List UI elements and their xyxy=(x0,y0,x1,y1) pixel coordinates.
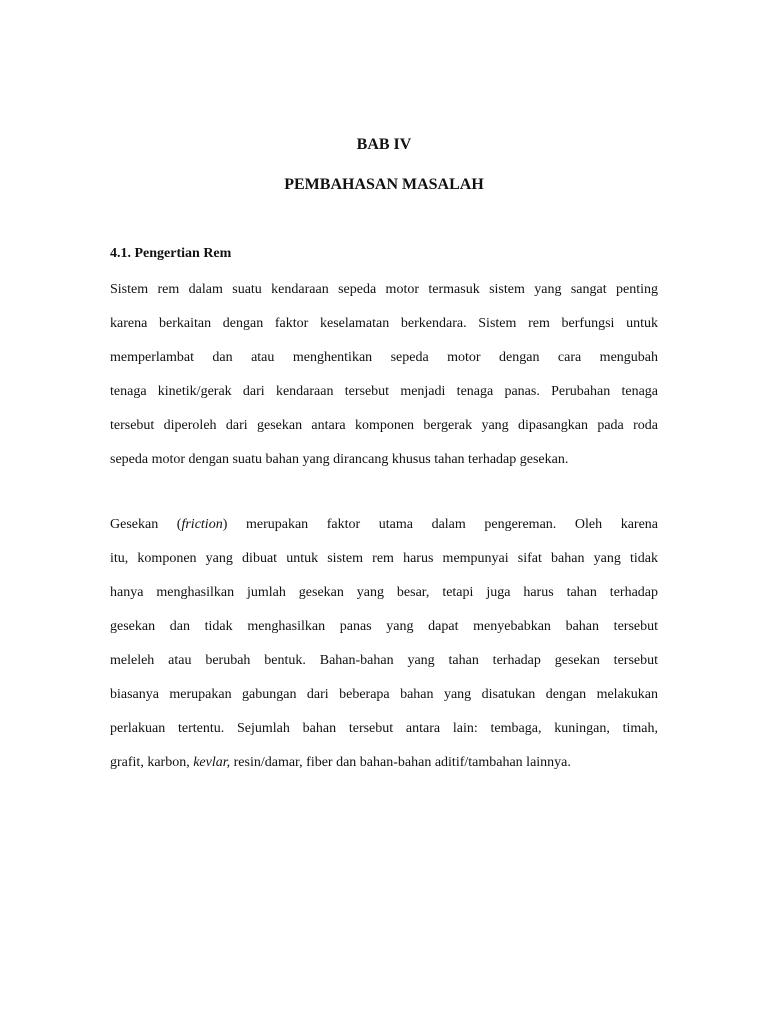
paragraph-2-text: resin/damar, fiber dan bahan-bahan aditif/tambahan lainnya. xyxy=(230,755,571,770)
paragraph-2 xyxy=(110,508,658,780)
paragraph-2-line: itu, komponen yang dibuat untuk sistem rem harus mempunyai sifat bahan yang tidak xyxy=(110,551,658,566)
italic-term-kevlar: kevlar, xyxy=(193,755,231,770)
italic-term-friction: friction xyxy=(181,517,223,532)
paragraph-2-line: biasanya merupakan gabungan dari beberapa bahan yang disatukan dengan melakukan xyxy=(110,687,658,702)
paragraph-2-line: meleleh atau berubah bentuk. Bahan-bahan yang tahan terhadap gesekan tersebut xyxy=(110,653,658,668)
paragraph-2-line xyxy=(110,746,658,780)
chapter-title: PEMBAHASAN MASALAH xyxy=(284,176,484,193)
paragraph-2-line: gesekan dan tidak menghasilkan panas yang dapat menyebabkan bahan tersebut xyxy=(110,619,658,634)
paragraph-1-line: tersebut diperoleh dari gesekan antara komponen bergerak yang dipasangkan pada roda xyxy=(110,418,658,433)
paragraph-1-line: sepeda motor dengan suatu bahan yang dirancang khusus tahan terhadap gesekan. xyxy=(110,452,569,467)
section-heading: 4.1. Pengertian Rem xyxy=(110,246,232,261)
paragraph-2-line: hanya menghasilkan jumlah gesekan yang besar, tetapi juga harus tahan terhadap xyxy=(110,585,658,600)
paragraph-2-line xyxy=(110,508,658,542)
paragraph-1-line: memperlambat dan atau menghentikan sepeda motor dengan cara mengubah xyxy=(110,350,658,365)
paragraph-2-text: Gesekan ( xyxy=(110,517,182,532)
paragraph-1 xyxy=(110,273,658,477)
paragraph-1-line: Sistem rem dalam suatu kendaraan sepeda motor termasuk sistem yang sangat penting xyxy=(110,282,658,297)
paragraph-2-line: perlakuan tertentu. Sejumlah bahan tersebut antara lain: tembaga, kuningan, timah, xyxy=(110,721,658,736)
paragraph-1-line: tenaga kinetik/gerak dari kendaraan tersebut menjadi tenaga panas. Perubahan tenaga xyxy=(110,384,658,399)
paragraph-2-text: grafit, karbon, xyxy=(110,755,194,770)
paragraph-2-text: ) merupakan faktor utama dalam pengereman. Oleh karena xyxy=(222,517,658,532)
paragraph-1-line: karena berkaitan dengan faktor keselamatan berkendara. Sistem rem berfungsi untuk xyxy=(110,316,658,331)
chapter-number: BAB IV xyxy=(356,136,412,153)
